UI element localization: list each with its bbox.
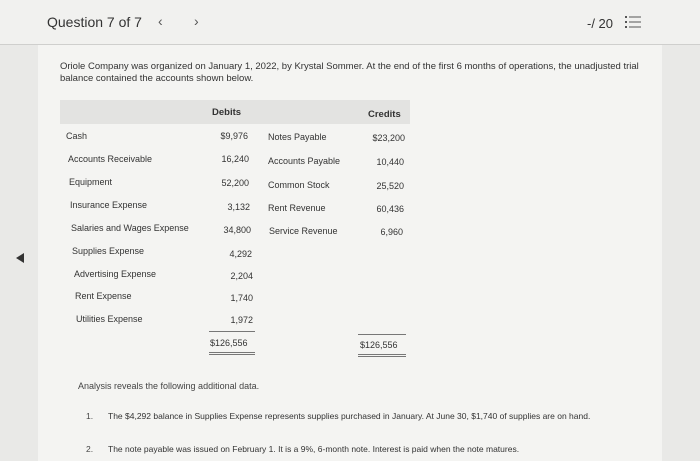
debit-amount: $9,976: [220, 131, 248, 141]
credit-account: Accounts Payable: [268, 156, 341, 166]
debit-double-rule: [209, 354, 255, 355]
list-icon[interactable]: [625, 15, 641, 29]
debit-account: Utilities Expense: [76, 314, 143, 324]
question-intro: Oriole Company was organized on January 1, 2022, by Krystal Sommer. At the end of the first 6 months of operations, the unadjusted trial balance contained the accounts shown below.: [60, 61, 639, 84]
debit-amount: 1,972: [230, 315, 253, 325]
debit-account: Cash: [66, 131, 88, 141]
debit-account: Rent Expense: [75, 291, 132, 301]
analysis-item-text: The note payable was issued on February 1. It is a 9%, 6-month note. Interest is paid when the note matures.: [108, 444, 520, 454]
question-label: Question 7 of 7: [47, 14, 142, 30]
debit-double-rule: [209, 352, 255, 353]
debit-total-rule: [209, 331, 255, 332]
mouse-pointer-icon: [16, 253, 24, 263]
debit-amount: 16,240: [221, 154, 249, 164]
credit-total-rule: [358, 334, 406, 335]
score-display: -/ 20: [587, 16, 614, 31]
credit-amount: 60,436: [376, 204, 404, 214]
debit-amount: 4,292: [229, 249, 252, 259]
credit-account: Service Revenue: [269, 226, 338, 236]
debit-account: Supplies Expense: [72, 246, 145, 256]
credits-header: Credits: [368, 109, 401, 120]
credit-amount: 25,520: [376, 181, 404, 191]
debit-account: Advertising Expense: [74, 269, 157, 279]
debit-account: Equipment: [69, 177, 113, 187]
analysis-heading: Analysis reveals the following additional data.: [78, 381, 260, 391]
question-header: [0, 0, 700, 45]
debit-amount: 34,800: [223, 225, 251, 235]
debit-amount: 52,200: [221, 178, 249, 188]
credit-account: Common Stock: [268, 180, 330, 190]
analysis-item-number: 1.: [86, 411, 94, 421]
chevron-left-icon[interactable]: ‹: [158, 13, 163, 29]
debit-amount: 3,132: [227, 202, 250, 212]
credit-amount: $23,200: [372, 133, 405, 143]
debit-amount: 1,740: [230, 293, 253, 303]
credit-total: $126,556: [360, 340, 398, 350]
credit-amount: 6,960: [380, 227, 403, 237]
credit-amount: 10,440: [376, 157, 404, 167]
chevron-right-icon[interactable]: ›: [194, 13, 199, 29]
credit-account: Rent Revenue: [268, 203, 326, 213]
credit-account: Notes Payable: [268, 132, 327, 142]
debits-header: Debits: [212, 107, 242, 118]
question-content: [38, 45, 662, 461]
debit-account: Salaries and Wages Expense: [71, 223, 189, 233]
credit-double-rule: [358, 356, 406, 357]
credit-double-rule: [358, 354, 406, 355]
debit-account: Accounts Receivable: [68, 154, 153, 164]
debit-account: Insurance Expense: [70, 200, 148, 210]
analysis-item-text: The $4,292 balance in Supplies Expense represents supplies purchased in January. At June 30, $1,740 of supplies are on hand.: [108, 411, 591, 421]
debit-total: $126,556: [210, 338, 248, 348]
analysis-item-number: 2.: [86, 444, 94, 454]
debit-amount: 2,204: [230, 271, 253, 281]
